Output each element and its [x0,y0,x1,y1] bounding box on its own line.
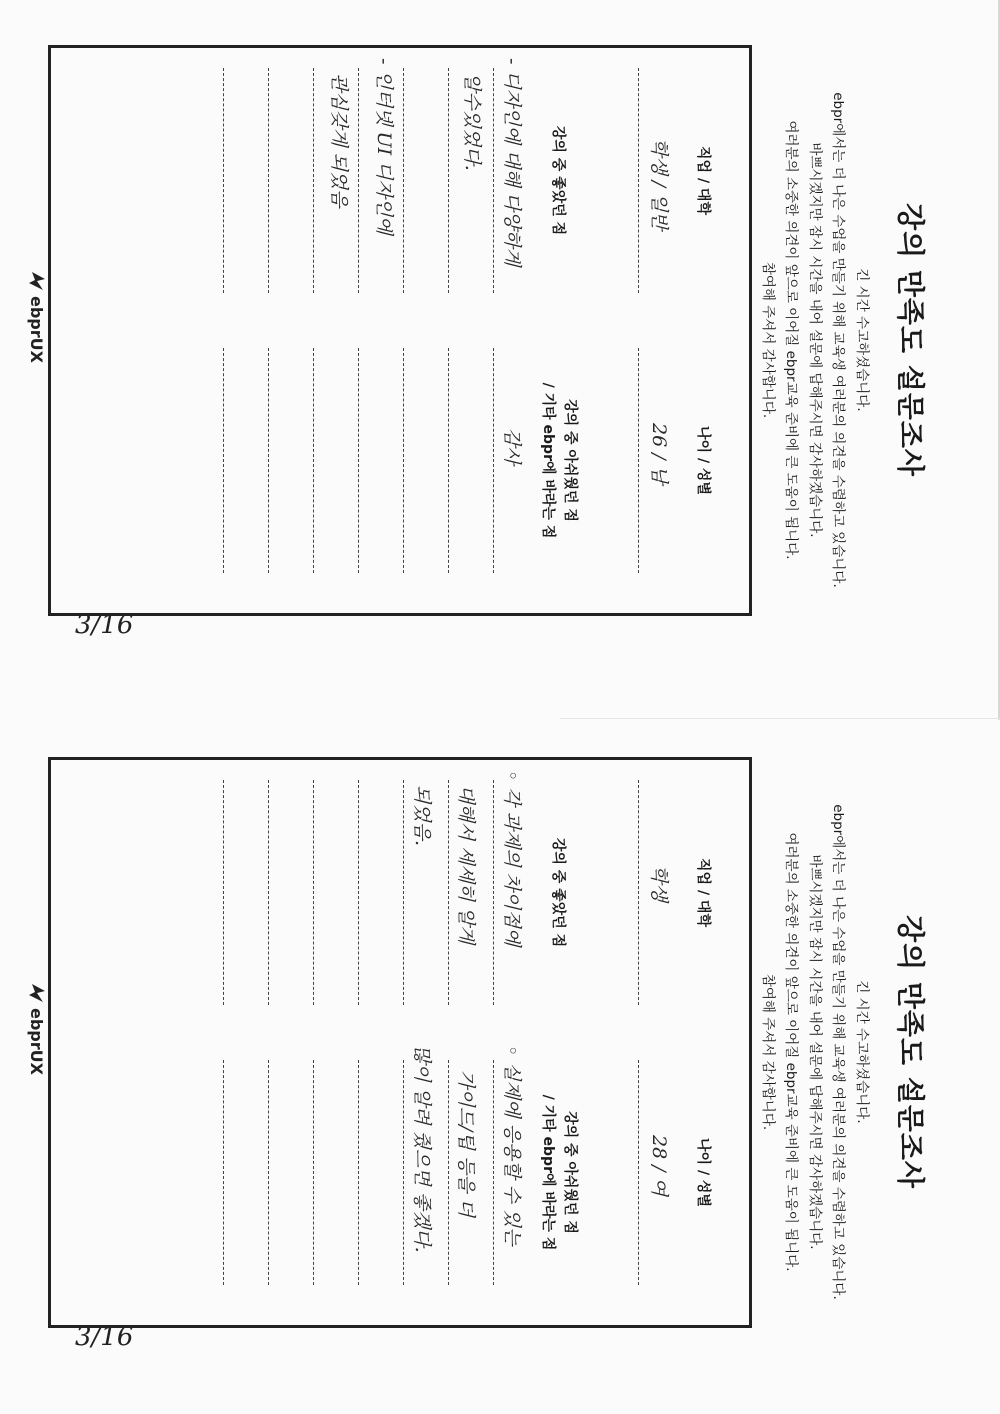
intro-line: ebpr에서는 더 나은 수업을 만들기 위해 교육생 여러분의 의견을 수렴하고 있습니다. [830,804,847,1300]
intro-line: ebpr에서는 더 나은 수업을 만들기 위해 교육생 여러분의 의견을 수렴하고 있습니다. [830,92,847,588]
survey-form-2 [0,712,1000,1392]
logo-text: ebprUX [27,296,47,363]
answer-line [223,1060,224,1285]
answer-line [638,780,639,1005]
survey-title: 강의 만족도 설문조사 [894,203,927,477]
answer-line [358,780,359,1005]
answer-line [638,68,639,293]
intro-line: 긴 시간 수고하셨습니다. [854,268,870,412]
answer-line [313,1060,314,1285]
answer-line [358,348,359,573]
logo-text: ebprUX [27,1008,47,1075]
bird-logo-icon [26,982,48,1004]
job-label: 직업 / 대학 [695,858,711,927]
answer-line [358,1060,359,1285]
answer-line [493,780,494,1005]
answer-line [313,68,314,293]
answer-line [448,780,449,1005]
ebprux-logo [24,270,50,390]
answer-line [403,1060,404,1285]
answer-line [403,780,404,1005]
answer-line [358,68,359,293]
good-answer-line: 관심갖게 되었음 [328,73,350,208]
good-answer-line: - 디자인에 대해 다양하게 [501,58,523,267]
job-answer: 학생 / 일반 [648,138,670,230]
label-line: / 기타 ebpr에 바라는 점 [540,1094,556,1251]
answer-line [268,780,269,1005]
good-answer-line: ◦ 각 과제의 차이점에 [501,770,523,947]
bird-logo-icon [26,270,48,292]
answer-line [493,68,494,293]
label-line: 강의 중 아쉬웠던 점 [562,1111,578,1234]
survey-answer-box [48,757,752,1328]
answer-line [223,780,224,1005]
bad-answer-line: 감사 [501,428,523,465]
handwritten-stamp: 3/16 [75,610,134,640]
survey-title: 강의 만족도 설문조사 [894,915,927,1189]
label-line: 강의 중 아쉬웠던 점 [562,399,578,522]
age-label: 나이 / 성별 [695,1138,711,1207]
intro-line: 참여해 주셔서 감사합니다. [760,973,776,1131]
survey-form-1 [0,0,1000,680]
intro-line: 여러분의 소중한 의견이 앞으로 이어질 ebpr교육 준비에 큰 도움이 됩니다. [783,120,800,560]
answer-line [403,68,404,293]
intro-line: 바쁘시겠지만 잠시 시간을 내어 설문에 답해주시면 감사하겠습니다. [807,142,823,538]
label-line: / 기타 ebpr에 바라는 점 [540,382,556,539]
answer-line [448,68,449,293]
intro-line: 여러분의 소중한 의견이 앞으로 이어질 ebpr교육 준비에 큰 도움이 됩니다. [783,832,800,1272]
answer-line [493,348,494,573]
intro-line: 참여해 주셔서 감사합니다. [760,261,776,419]
bad-points-label [537,1060,581,1285]
good-answer-line: 알수있었다. [461,73,483,171]
bad-answer-line: 가이드/팁 등을 더 [455,1070,477,1217]
survey-answer-box [48,45,752,616]
intro-line: 긴 시간 수고하셨습니다. [854,980,870,1124]
good-points-label: 강의 중 좋았던 점 [550,837,566,948]
handwritten-stamp: 3/16 [75,1322,134,1352]
bad-answer-line: ◦ 실제에 응용할 수 있는 [501,1045,523,1246]
survey-intro [756,30,874,650]
intro-line: 바쁘시겠지만 잠시 시간을 내어 설문에 답해주시면 감사하겠습니다. [807,854,823,1250]
answer-line [403,348,404,573]
job-label: 직업 / 대학 [695,146,711,215]
answer-line [223,348,224,573]
answer-line [493,1060,494,1285]
answer-line [268,348,269,573]
answer-line [313,780,314,1005]
answer-line [638,348,639,573]
ebprux-logo [24,982,50,1102]
answer-line [268,1060,269,1285]
age-label: 나이 / 성별 [695,426,711,495]
age-answer: 26 / 남 [648,423,670,485]
answer-line [223,68,224,293]
good-answer-line: - 인터넷 UI 디자인에 [373,58,395,235]
good-answer-line: 대해서 세세히 알게 [455,785,477,944]
answer-line [448,1060,449,1285]
age-answer: 28 / 여 [648,1135,670,1197]
answer-line [313,348,314,573]
good-points-label: 강의 중 좋았던 점 [550,125,566,236]
answer-line [448,348,449,573]
bad-answer-line: 많이 알려 줬으면 좋겠다. [411,1045,433,1253]
answer-line [638,1060,639,1285]
survey-intro [756,742,874,1362]
bad-points-label [537,348,581,573]
job-answer: 학생 [648,865,670,902]
good-answer-line: 되었음. [411,785,433,847]
answer-line [268,68,269,293]
